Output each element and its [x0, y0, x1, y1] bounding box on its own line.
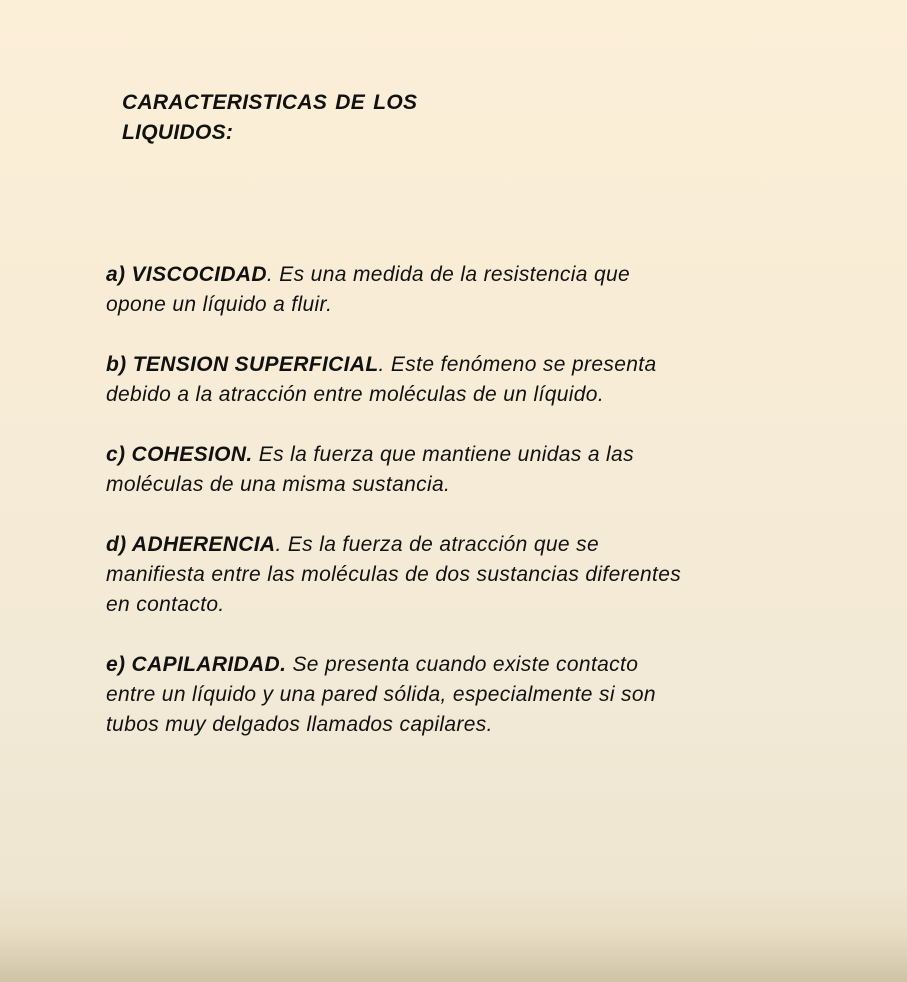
- item-term: e) CAPILARIDAD.: [106, 653, 287, 676]
- item-description: Este fenómeno se presenta debido a la atracción entre moléculas de un líquido.: [106, 353, 657, 406]
- item-term: b) TENSION SUPERFICIAL: [106, 353, 379, 376]
- item-separator: .: [266, 263, 280, 286]
- list-item-viscosity: [106, 260, 686, 320]
- slide-title: CARACTERISTICAS DE LOS LIQUIDOS:: [122, 91, 418, 144]
- list-item-cohesion: [106, 440, 686, 500]
- item-description: Se presenta cuando existe contacto entre un líquido y una pared sólida, especialmente si son tubos muy delgados llamados capilares.: [106, 653, 656, 736]
- item-description: Es la fuerza que mantiene unidas a las moléculas de una misma sustancia.: [106, 443, 634, 496]
- list-item-adhesion: [106, 530, 686, 620]
- item-separator: .: [275, 533, 288, 556]
- list-item-capillarity: [106, 650, 686, 740]
- item-description: Es la fuerza de atracción que se manifiesta entre las moléculas de dos sustancias diferentes en contacto.: [106, 533, 682, 616]
- item-term: c) COHESION.: [106, 443, 253, 466]
- list-item-surface-tension: [106, 350, 686, 410]
- item-term: a) VISCOCIDAD: [106, 263, 267, 286]
- characteristics-list: [106, 260, 686, 770]
- item-description: Es una medida de la resistencia que opone un líquido a fluir.: [106, 263, 631, 316]
- item-term: d) ADHERENCIA: [106, 533, 276, 556]
- item-separator: .: [378, 353, 391, 376]
